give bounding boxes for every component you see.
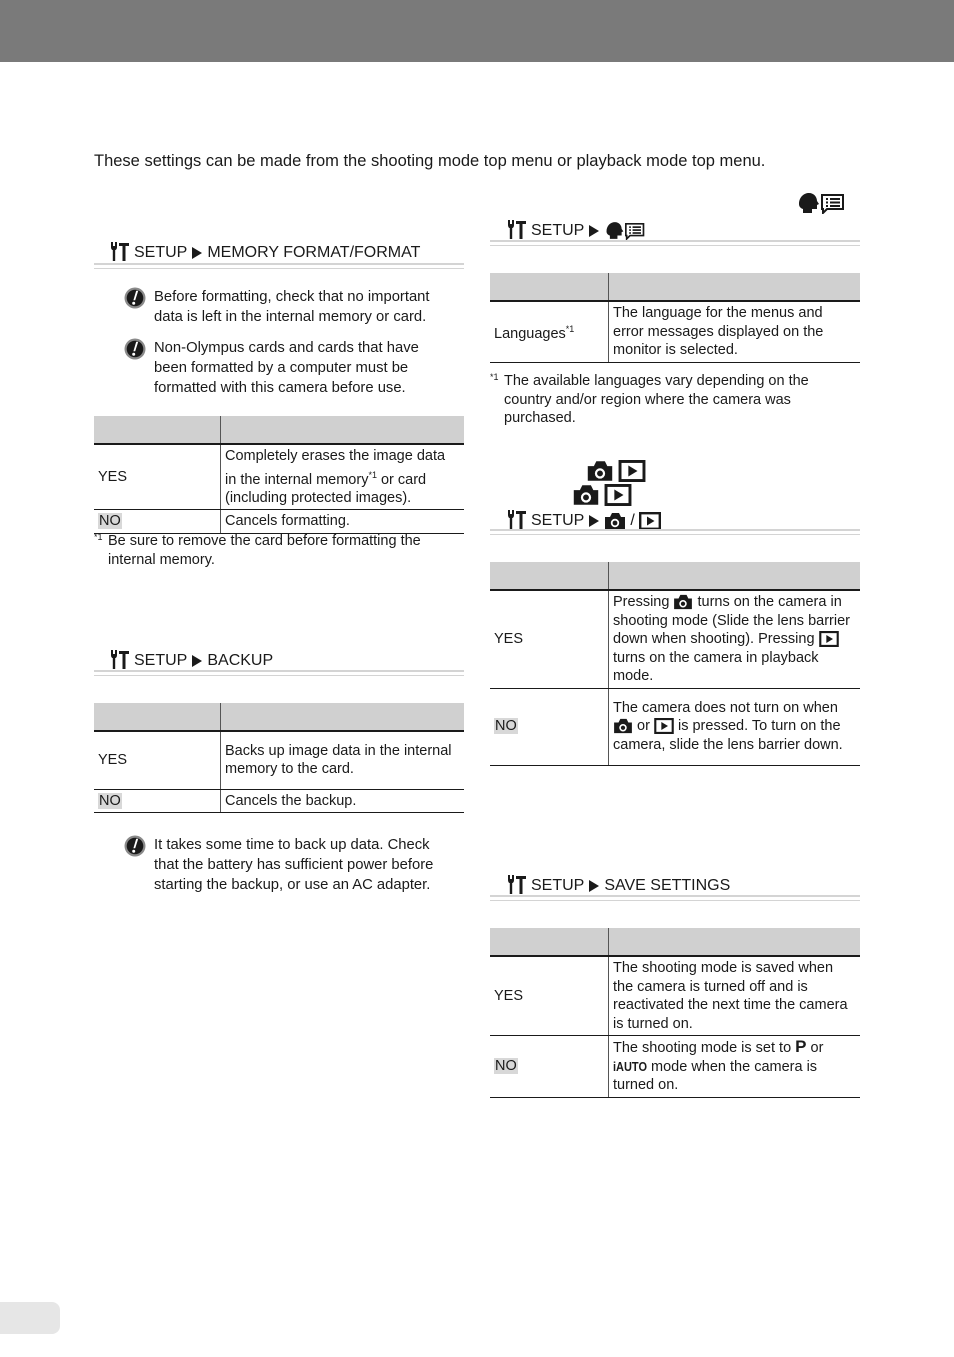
section-rule bbox=[490, 895, 860, 901]
table-row bbox=[490, 301, 860, 362]
table-header-cell bbox=[221, 416, 465, 444]
iauto-mode-icon bbox=[613, 1059, 647, 1074]
footnote-mark: *1 bbox=[490, 372, 499, 382]
option-description: Completely erases the image data in the internal memory$^{*1}$ or card (including protected images). bbox=[221, 444, 465, 510]
option-description: The shooting mode is saved when the camera is turned off and is reactivated the next time the camera is turned on. bbox=[609, 956, 861, 1036]
right-triangle-icon bbox=[588, 224, 600, 238]
setup-wrench-icon bbox=[505, 508, 527, 530]
option-description: Pressing turns on the camera in shooting mode (Slide the lens barrier down when shooting). Pressing turns on the camera in playback mode. bbox=[609, 590, 861, 688]
caution-icon bbox=[124, 287, 146, 309]
playback-icon bbox=[819, 631, 839, 647]
table-row bbox=[490, 590, 860, 688]
power-on-title-icons bbox=[572, 484, 632, 506]
breadcrumb-item: BACKUP bbox=[207, 652, 274, 669]
section-rule bbox=[490, 529, 860, 535]
memory-format-table bbox=[94, 416, 464, 534]
camera-icon bbox=[673, 594, 693, 610]
breadcrumb-setup: SETUP bbox=[531, 512, 585, 529]
option-no: NO bbox=[94, 510, 221, 534]
breadcrumb-setup: SETUP bbox=[134, 244, 188, 261]
breadcrumb-setup: SETUP bbox=[134, 652, 188, 669]
language-breadcrumb bbox=[505, 218, 646, 240]
memory-format-breadcrumb bbox=[108, 240, 420, 262]
table-header-cell bbox=[609, 562, 861, 590]
table-row bbox=[94, 444, 464, 510]
camera-icon bbox=[572, 484, 600, 506]
table-header-cell bbox=[94, 416, 221, 444]
playback-icon bbox=[639, 512, 661, 530]
camera-icon bbox=[604, 512, 626, 530]
section-rule bbox=[94, 670, 464, 676]
table-header-cell bbox=[94, 703, 221, 731]
option-description: The language for the menus and error messages displayed on the monitor is selected. bbox=[609, 301, 861, 362]
option-yes: YES bbox=[490, 590, 609, 688]
option-description: Cancels the backup. bbox=[221, 789, 465, 813]
setup-wrench-icon bbox=[108, 648, 130, 670]
language-icon bbox=[604, 221, 646, 240]
table-row bbox=[94, 789, 464, 813]
breadcrumb-separator: / bbox=[630, 512, 635, 529]
option-description: Cancels formatting. bbox=[221, 510, 465, 534]
save-settings-breadcrumb bbox=[505, 873, 730, 895]
right-triangle-icon bbox=[588, 514, 600, 528]
table-header-cell bbox=[221, 703, 465, 731]
footnote-languages bbox=[490, 372, 840, 428]
table-row bbox=[94, 731, 464, 789]
footnote-format bbox=[94, 532, 454, 569]
section-rule bbox=[490, 240, 860, 246]
breadcrumb-setup: SETUP bbox=[531, 222, 585, 239]
note-text: It takes some time to back up data. Check that the battery has sufficient power before starting the backup, or use an AC adapter. bbox=[154, 837, 434, 893]
setup-wrench-icon bbox=[505, 873, 527, 895]
option-yes: YES bbox=[490, 956, 609, 1036]
right-triangle-icon bbox=[191, 654, 203, 668]
section-rule bbox=[94, 263, 464, 269]
option-no: NO bbox=[490, 1036, 609, 1098]
power-on-breadcrumb bbox=[505, 508, 661, 530]
intro-text: These settings can be made from the shooting mode top menu or playback mode top menu. bbox=[94, 152, 766, 170]
playback-icon bbox=[604, 484, 632, 506]
camera-icon bbox=[613, 718, 633, 734]
option-description: The camera does not turn on when or is pressed. To turn on the camera, slide the lens barrier down. bbox=[609, 688, 861, 765]
save-settings-table bbox=[490, 928, 860, 1098]
note-non-olympus-cards bbox=[124, 338, 454, 398]
note-text: Non-Olympus cards and cards that have been formatted by a computer must be formatted with this camera before use. bbox=[154, 340, 419, 396]
table-header-cell bbox=[490, 562, 609, 590]
caution-icon bbox=[124, 338, 146, 360]
setup-wrench-icon bbox=[505, 218, 527, 240]
page-number-tab bbox=[0, 1302, 60, 1334]
header-bar bbox=[0, 0, 954, 62]
footnote-mark: *1 bbox=[94, 532, 103, 542]
table-header-cell bbox=[490, 273, 609, 301]
power-on-title-icons bbox=[586, 460, 646, 482]
table-row bbox=[490, 956, 860, 1036]
setup-wrench-icon bbox=[108, 240, 130, 262]
table-header-cell bbox=[490, 928, 609, 956]
right-triangle-icon bbox=[191, 246, 203, 260]
table-header-cell bbox=[609, 928, 861, 956]
table-row bbox=[490, 1036, 860, 1098]
option-languages: Languages$^{*1}$ bbox=[490, 301, 609, 362]
language-table bbox=[490, 273, 860, 363]
table-row bbox=[94, 510, 464, 534]
caution-icon bbox=[124, 835, 146, 857]
footnote-text: Be sure to remove the card before formatting the internal memory. bbox=[108, 533, 421, 568]
playback-icon bbox=[654, 718, 674, 734]
option-yes: YES bbox=[94, 444, 221, 510]
option-description: Backs up image data in the internal memory to the card. bbox=[221, 731, 465, 789]
breadcrumb-setup: SETUP bbox=[531, 877, 585, 894]
power-on-table bbox=[490, 562, 860, 766]
table-header-cell bbox=[609, 273, 861, 301]
right-triangle-icon bbox=[588, 879, 600, 893]
breadcrumb-item: MEMORY FORMAT/FORMAT bbox=[207, 244, 421, 261]
table-row bbox=[490, 688, 860, 765]
note-formatting-check bbox=[124, 287, 454, 327]
option-description: The shooting mode is set to P or mode when the camera is turned on. bbox=[609, 1036, 861, 1098]
footnote-text: The available languages vary depending on the country and/or region where the camera was purchased. bbox=[504, 373, 809, 426]
note-backup-time bbox=[124, 835, 454, 895]
breadcrumb-item: SAVE SETTINGS bbox=[604, 877, 731, 894]
backup-table bbox=[94, 703, 464, 813]
note-text: Before formatting, check that no important data is left in the internal memory or card. bbox=[154, 289, 430, 325]
camera-icon bbox=[586, 460, 614, 482]
playback-icon bbox=[618, 460, 646, 482]
option-no: NO bbox=[490, 688, 609, 765]
option-no: NO bbox=[94, 789, 221, 813]
p-mode-icon: P bbox=[795, 1037, 807, 1056]
language-icon bbox=[796, 192, 846, 214]
option-yes: YES bbox=[94, 731, 221, 789]
backup-breadcrumb bbox=[108, 648, 273, 670]
